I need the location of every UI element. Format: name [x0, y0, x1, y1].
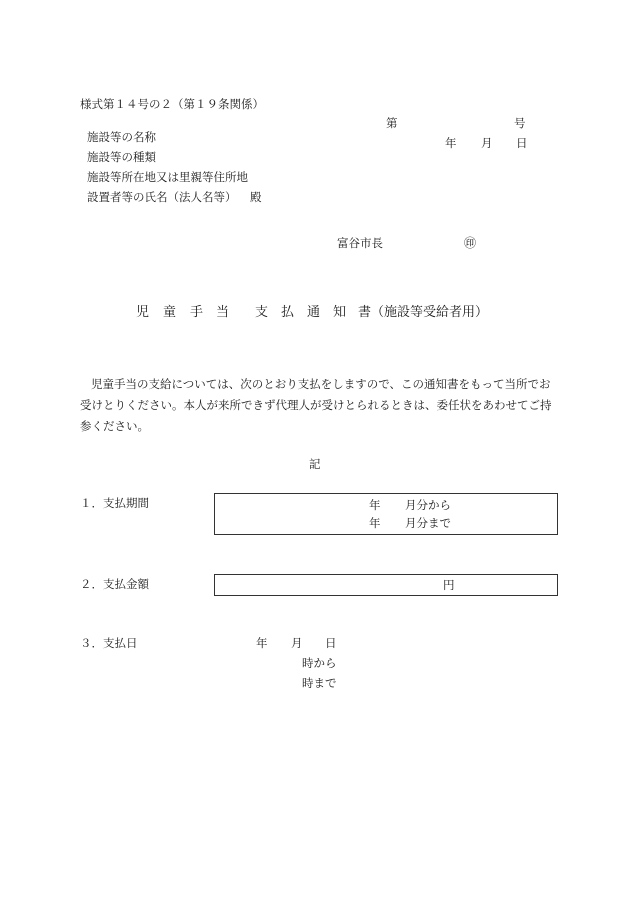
title-char-4: 当 — [216, 305, 230, 320]
title-char-8: 知 — [333, 305, 347, 320]
payment-date-day: 日 — [325, 636, 337, 650]
founder-name-label: 設置者等の氏名（法人名等） — [87, 190, 237, 204]
date-year: 年 — [445, 136, 457, 150]
payment-date-month: 月 — [291, 636, 303, 650]
amount-unit: 円 — [443, 578, 455, 592]
payment-date-year: 年 — [256, 636, 268, 650]
period-to-year: 年 — [369, 516, 381, 530]
date-day: 日 — [516, 136, 528, 150]
title-char-5: 支 — [255, 305, 269, 320]
payment-period-label: １．支払期間 — [80, 496, 149, 510]
title-char-1: 児 — [136, 305, 150, 320]
payment-time-to: 時まで — [302, 676, 337, 690]
body-paragraph: 児童手当の支給については、次のとおり支払をしますので、この通知書をもって当所でお受けとりください。本人が来所できず代理人が受けとられるときは、委任状をあわせてご持参ください。 — [80, 377, 552, 433]
facility-name-label: 施設等の名称 — [87, 130, 156, 144]
title-char-3: 手 — [190, 305, 204, 320]
date-month: 月 — [481, 136, 493, 150]
ki-mark: 記 — [309, 457, 321, 471]
document-number-suffix: 号 — [514, 116, 526, 130]
period-from-year: 年 — [369, 498, 381, 512]
issuer-name: 富谷市長 — [337, 236, 383, 250]
title-char-2: 童 — [163, 305, 177, 320]
facility-type-label: 施設等の種類 — [87, 150, 156, 164]
honorific: 殿 — [250, 190, 262, 204]
payment-amount-box — [214, 574, 558, 596]
payment-amount-label: ２．支払金額 — [80, 577, 149, 591]
payment-period-box — [214, 493, 558, 535]
payment-date-label: ３．支払日 — [80, 636, 138, 650]
payment-time-from: 時から — [302, 656, 337, 670]
title-char-6: 払 — [281, 305, 295, 320]
form-number: 様式第１４号の２（第１９条関係） — [80, 97, 264, 111]
title-char-7: 通 — [307, 305, 321, 320]
seal-mark: ㊞ — [464, 236, 477, 250]
facility-address-label: 施設等所在地又は里親等住所地 — [87, 170, 248, 184]
document-number-prefix: 第 — [386, 116, 398, 130]
title-char-9: 書（施設等受給者用） — [358, 305, 489, 320]
period-from-month: 月分から — [405, 498, 451, 512]
period-to-month: 月分まで — [405, 516, 451, 530]
